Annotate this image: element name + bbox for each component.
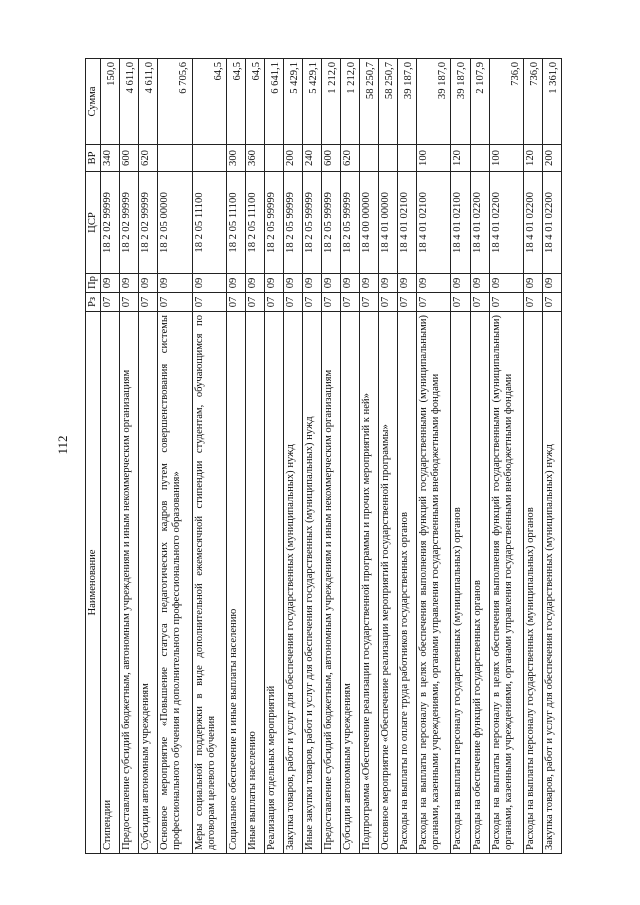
cell-sum: 39 187,0 (451, 59, 470, 145)
cell-csr: 18 4 01 02200 (523, 172, 542, 274)
cell-pr: 09 (489, 274, 523, 293)
cell-pr: 09 (542, 274, 561, 293)
cell-pr: 09 (101, 274, 120, 293)
cell-rz: 07 (470, 293, 489, 312)
table-row (322, 59, 341, 854)
cell-sum: 64,5 (226, 59, 245, 145)
budget-table (85, 58, 562, 854)
table-row (226, 59, 245, 854)
cell-name: Закупка товаров, работ и услуг для обеспечения государственных (муниципальных) нужд (283, 312, 302, 854)
header-sum: Сумма (86, 59, 101, 145)
cell-vr: 100 (417, 145, 451, 172)
cell-name: Расходы на выплаты персоналу государственных (муниципальных) органов (523, 312, 542, 854)
cell-pr: 09 (226, 274, 245, 293)
cell-pr: 09 (398, 274, 417, 293)
table-row (158, 59, 192, 854)
table-row (245, 59, 264, 854)
cell-pr: 09 (379, 274, 398, 293)
cell-csr: 18 4 01 02200 (489, 172, 523, 274)
cell-sum: 58 250,7 (379, 59, 398, 145)
cell-pr: 09 (360, 274, 379, 293)
header-pr: Пр (86, 274, 101, 293)
cell-csr: 18 2 02 99999 (120, 172, 139, 274)
cell-pr: 09 (523, 274, 542, 293)
header-name: Наименование (86, 312, 101, 854)
table-row (283, 59, 302, 854)
cell-csr: 18 4 01 00000 (379, 172, 398, 274)
cell-csr: 18 4 01 02200 (542, 172, 561, 274)
cell-csr: 18 2 02 99999 (139, 172, 158, 274)
cell-name: Социальное обеспечение и иные выплаты населению (226, 312, 245, 854)
cell-sum: 1 212,0 (322, 59, 341, 145)
cell-pr: 09 (451, 274, 470, 293)
cell-name: Субсидии автономным учреждениям (341, 312, 360, 854)
cell-vr (398, 145, 417, 172)
cell-rz: 07 (523, 293, 542, 312)
cell-vr: 620 (341, 145, 360, 172)
cell-rz: 07 (360, 293, 379, 312)
cell-rz: 07 (192, 293, 226, 312)
cell-sum: 4 611,0 (120, 59, 139, 145)
cell-sum: 5 429,1 (283, 59, 302, 145)
cell-sum: 2 107,9 (470, 59, 489, 145)
header-vr: ВР (86, 145, 101, 172)
cell-csr: 18 4 01 02100 (451, 172, 470, 274)
cell-csr: 18 4 01 02100 (417, 172, 451, 274)
cell-csr: 18 2 05 00000 (158, 172, 192, 274)
cell-vr: 340 (101, 145, 120, 172)
cell-rz: 07 (398, 293, 417, 312)
cell-name: Реализация отдельных мероприятий (264, 312, 283, 854)
table-row (264, 59, 283, 854)
cell-name: Иные выплаты населению (245, 312, 264, 854)
cell-sum: 736,0 (489, 59, 523, 145)
cell-rz: 07 (489, 293, 523, 312)
cell-pr: 09 (322, 274, 341, 293)
cell-rz: 07 (264, 293, 283, 312)
cell-sum: 1 361,0 (542, 59, 561, 145)
cell-csr: 18 2 05 11100 (226, 172, 245, 274)
cell-sum: 6 705,6 (158, 59, 192, 145)
table-row (489, 59, 523, 854)
table-row (470, 59, 489, 854)
cell-vr (158, 145, 192, 172)
table-row (341, 59, 360, 854)
page-number: 112 (55, 435, 70, 455)
cell-rz: 07 (302, 293, 321, 312)
cell-vr: 360 (245, 145, 264, 172)
cell-vr: 120 (451, 145, 470, 172)
cell-csr: 18 2 05 99999 (341, 172, 360, 274)
cell-name: Подпрограмма «Обеспечение реализации государственной программы и прочих мероприятий к ней» (360, 312, 379, 854)
cell-name: Расходы на обеспечение функций государственных органов (470, 312, 489, 854)
cell-pr: 09 (264, 274, 283, 293)
cell-rz: 07 (120, 293, 139, 312)
cell-pr: 09 (283, 274, 302, 293)
cell-pr: 09 (417, 274, 451, 293)
cell-pr: 09 (120, 274, 139, 293)
cell-name: Предоставление субсидий бюджетным, автономным учреждениям и иным некоммерческим организациям (322, 312, 341, 854)
cell-pr: 09 (245, 274, 264, 293)
table-row (192, 59, 226, 854)
cell-pr: 09 (139, 274, 158, 293)
table-row (360, 59, 379, 854)
table-row (542, 59, 561, 854)
cell-vr: 600 (120, 145, 139, 172)
cell-sum: 5 429,1 (302, 59, 321, 145)
cell-vr: 100 (489, 145, 523, 172)
cell-name: Основное мероприятие «Повышение статуса педагогических кадров путем совершенствования системы профессионального обучения и дополнительного профессионального образования» (158, 312, 192, 854)
cell-name: Расходы на выплаты по оплате труда работников государственных органов (398, 312, 417, 854)
cell-sum: 736,0 (523, 59, 542, 145)
rotated-table-container (85, 59, 562, 854)
table-row (302, 59, 321, 854)
cell-pr: 09 (158, 274, 192, 293)
table-row (523, 59, 542, 854)
cell-rz: 07 (379, 293, 398, 312)
table-row (451, 59, 470, 854)
table-header-row (86, 59, 101, 854)
cell-sum: 1 212,0 (341, 59, 360, 145)
cell-vr: 300 (226, 145, 245, 172)
table-body (101, 59, 562, 854)
cell-csr: 18 2 05 11100 (245, 172, 264, 274)
cell-vr (379, 145, 398, 172)
cell-csr: 18 4 01 02100 (398, 172, 417, 274)
cell-vr (264, 145, 283, 172)
cell-csr: 18 2 05 99999 (302, 172, 321, 274)
cell-csr: 18 4 00 00000 (360, 172, 379, 274)
cell-vr (360, 145, 379, 172)
header-rz: Рз (86, 293, 101, 312)
cell-name: Иные закупки товаров, работ и услуг для обеспечения государственных (муниципальных) нужд (302, 312, 321, 854)
cell-sum: 58 250,7 (360, 59, 379, 145)
cell-rz: 07 (283, 293, 302, 312)
cell-pr: 09 (470, 274, 489, 293)
cell-vr (192, 145, 226, 172)
cell-csr: 18 2 02 99999 (101, 172, 120, 274)
table-row (139, 59, 158, 854)
cell-rz: 07 (139, 293, 158, 312)
cell-vr: 120 (523, 145, 542, 172)
cell-rz: 07 (226, 293, 245, 312)
table-row (417, 59, 451, 854)
cell-sum: 39 187,0 (398, 59, 417, 145)
cell-rz: 07 (322, 293, 341, 312)
table-row (101, 59, 120, 854)
cell-rz: 07 (101, 293, 120, 312)
cell-name: Меры социальной поддержки в виде дополнительной ежемесячной стипендии студентам, обучающимся по договорам целевого обучения (192, 312, 226, 854)
cell-vr: 240 (302, 145, 321, 172)
cell-rz: 07 (158, 293, 192, 312)
cell-csr: 18 2 05 99999 (283, 172, 302, 274)
cell-csr: 18 2 05 11100 (192, 172, 226, 274)
cell-csr: 18 2 05 99999 (322, 172, 341, 274)
cell-name: Расходы на выплаты персоналу в целях обеспечения выполнения функций государственными (муниципальными) органами, казенными учреждениями, органами управления государственными внебюджетными фондами (489, 312, 523, 854)
cell-csr: 18 2 05 99999 (264, 172, 283, 274)
table-row (398, 59, 417, 854)
cell-sum: 4 611,0 (139, 59, 158, 145)
cell-pr: 09 (192, 274, 226, 293)
cell-name: Стипендии (101, 312, 120, 854)
cell-rz: 07 (341, 293, 360, 312)
cell-vr: 200 (283, 145, 302, 172)
cell-vr: 620 (139, 145, 158, 172)
cell-sum: 64,5 (192, 59, 226, 145)
cell-rz: 07 (417, 293, 451, 312)
cell-rz: 07 (542, 293, 561, 312)
cell-pr: 09 (302, 274, 321, 293)
cell-name: Предоставление субсидий бюджетным, автономным учреждениям и иным некоммерческим организациям (120, 312, 139, 854)
header-csr: ЦСР (86, 172, 101, 274)
table-row (120, 59, 139, 854)
cell-sum: 150,0 (101, 59, 120, 145)
cell-rz: 07 (245, 293, 264, 312)
cell-sum: 39 187,0 (417, 59, 451, 145)
cell-name: Субсидии автономным учреждениям (139, 312, 158, 854)
table-row (379, 59, 398, 854)
cell-name: Расходы на выплаты персоналу в целях обеспечения выполнения функций государственными (муниципальными) органами, казенными учреждениями, органами управления государственными внебюджетными фондами (417, 312, 451, 854)
cell-rz: 07 (451, 293, 470, 312)
cell-sum: 64,5 (245, 59, 264, 145)
cell-vr: 600 (322, 145, 341, 172)
cell-name: Закупка товаров, работ и услуг для обеспечения государственных (муниципальных) нужд (542, 312, 561, 854)
cell-pr: 09 (341, 274, 360, 293)
cell-vr: 200 (542, 145, 561, 172)
cell-csr: 18 4 01 02200 (470, 172, 489, 274)
cell-name: Основное мероприятие «Обеспечение реализации мероприятий государственной программы» (379, 312, 398, 854)
cell-vr (470, 145, 489, 172)
cell-sum: 6 641,1 (264, 59, 283, 145)
cell-name: Расходы на выплаты персоналу государственных (муниципальных) органов (451, 312, 470, 854)
